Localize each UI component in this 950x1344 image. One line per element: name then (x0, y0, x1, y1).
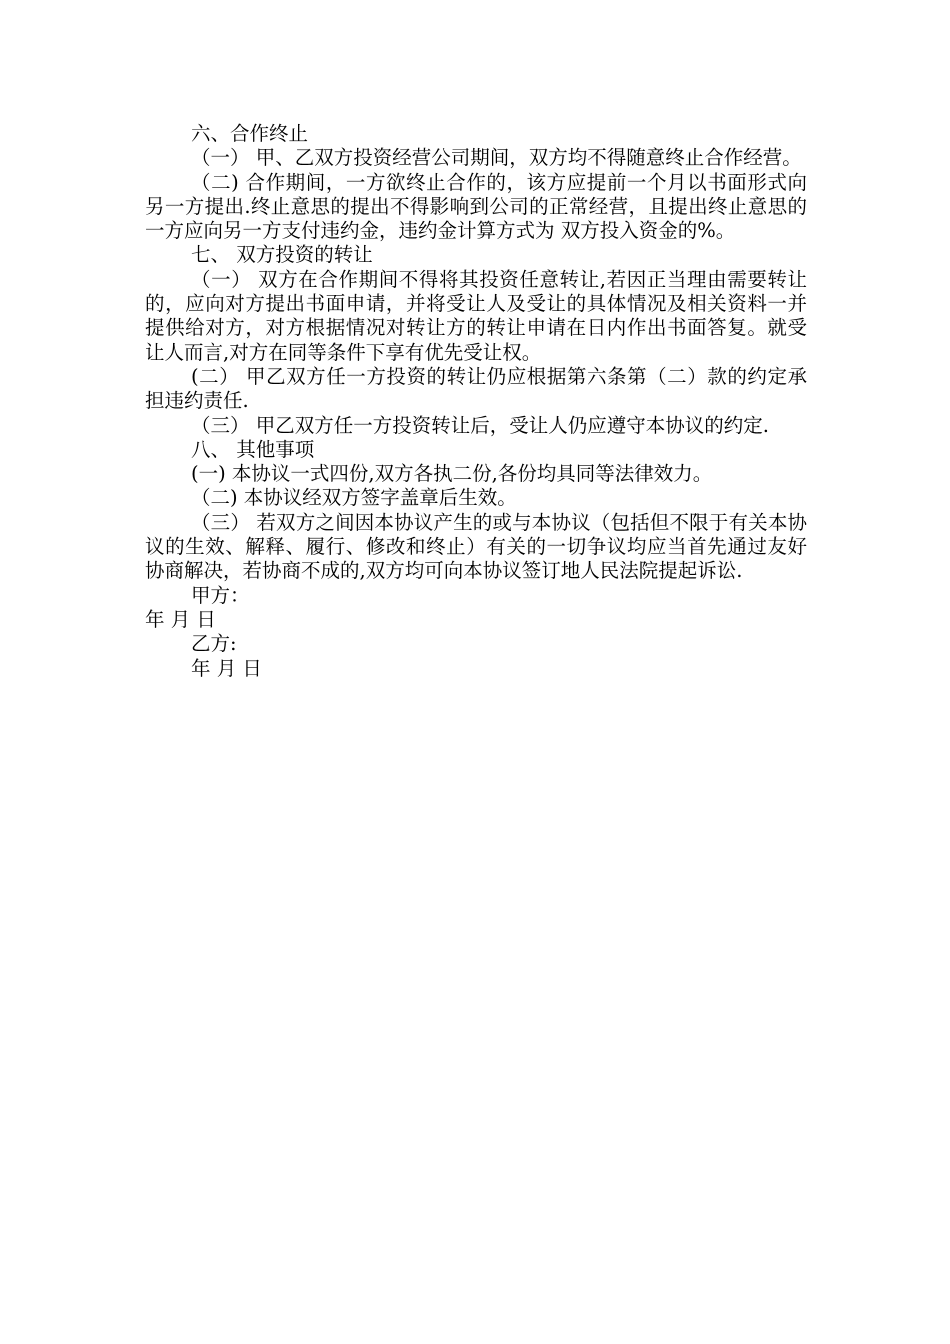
clause-7-2: (二） 甲乙双方任一方投资的转让仍应根据第六条第（二）款的约定承担违约责任. (145, 364, 807, 413)
clause-6-1: （一） 甲、乙双方投资经营公司期间，双方均不得随意终止合作经营。 (191, 146, 802, 170)
party-a-label: 甲方： (191, 583, 250, 607)
clause-8-2: （二) 本协议经双方签字盖章后生效。 (191, 486, 517, 510)
document-page (145, 122, 807, 681)
party-b-label: 乙方: (191, 632, 237, 656)
clause-7-1: （一） 双方在合作期间不得将其投资任意转让,若因正当理由需要转让的，应向对方提出书面申请，并将受让人及受让的具体情况及相关资料一并提供给对方，对方根据情况对转让方的转让申请在日内作出书面答复。就受让人而言,对方在同等条件下享有优先受让权。 (145, 267, 807, 364)
section-heading-6: 六、合作终止 (191, 122, 309, 145)
clause-6-2: （二) 合作期间，一方欲终止合作的，该方应提前一个月以书面形式向另一方提出.终止意思的提出不得影响到公司的正常经营，且提出终止意思的一方应向另一方支付违约金，违约金计算方式为 双方投入资金的%。 (145, 170, 807, 243)
clause-7-3: （三） 甲乙双方任一方投资转让后，受让人仍应遵守本协议的约定. (191, 413, 769, 437)
party-b-date: 年 月 日 (191, 656, 262, 680)
clause-8-1: (一) 本协议一式四份,双方各执二份,各份均具同等法律效力。 (191, 462, 713, 486)
section-heading-7: 七、 双方投资的转让 (191, 243, 373, 267)
party-a-date: 年 月 日 (145, 607, 216, 631)
clause-8-3: （三） 若双方之间因本协议产生的或与本协议（包括但不限于有关本协议的生效、解释、履行、修改和终止）有关的一切争议均应当首先通过友好协商解决，若协商不成的,双方均可向本协议签订地人民法院提起诉讼. (145, 510, 807, 583)
section-heading-8: 八、 其他事项 (191, 437, 315, 461)
